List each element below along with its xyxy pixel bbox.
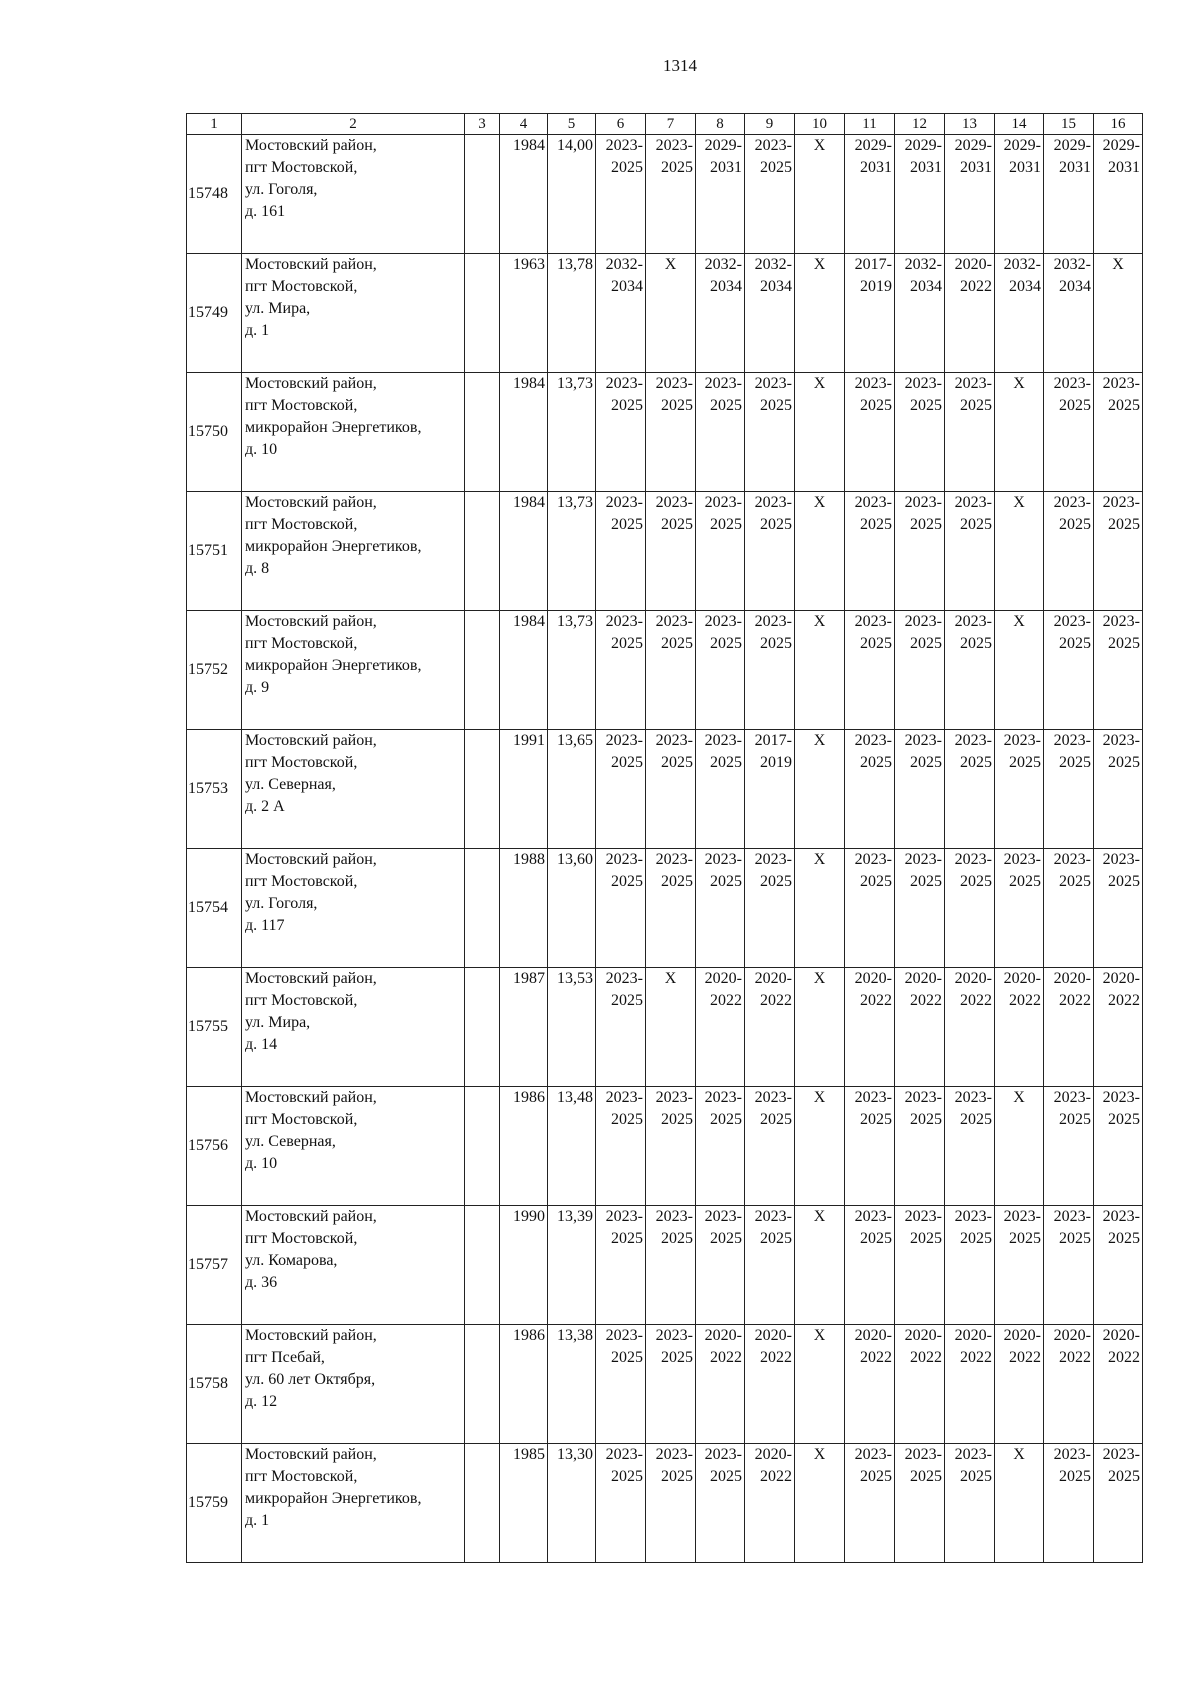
year-cell: 1986 xyxy=(500,1325,548,1444)
period-cell: 2023- 2025 xyxy=(895,1444,945,1563)
empty-cell xyxy=(465,1325,500,1444)
table-row xyxy=(187,1325,1143,1444)
period-cell: 2023- 2025 xyxy=(745,849,795,968)
year-cell: 1984 xyxy=(500,611,548,730)
address-cell: Мостовский район, пгт Мостовской, ул. Северная, д. 2 А xyxy=(242,730,465,849)
column-header-12: 12 xyxy=(895,114,945,135)
period-cell: 2020- 2022 xyxy=(945,968,995,1087)
empty-cell xyxy=(465,373,500,492)
year-cell: 1985 xyxy=(500,1444,548,1563)
period-cell: 2020- 2022 xyxy=(895,1325,945,1444)
value-cell: 14,00 xyxy=(548,135,596,254)
period-cell: 2020- 2022 xyxy=(696,1325,745,1444)
column-header-11: 11 xyxy=(845,114,895,135)
not-applicable-cell: Х xyxy=(795,1444,845,1563)
period-cell: 2023- 2025 xyxy=(845,849,895,968)
period-cell: 2023- 2025 xyxy=(945,611,995,730)
not-applicable-cell: Х xyxy=(795,611,845,730)
period-cell: 2020- 2022 xyxy=(845,1325,895,1444)
period-cell: 2032- 2034 xyxy=(696,254,745,373)
year-cell: 1984 xyxy=(500,373,548,492)
period-cell: 2020- 2022 xyxy=(1094,1325,1143,1444)
period-cell: 2023- 2025 xyxy=(1094,492,1143,611)
period-cell: 2032- 2034 xyxy=(1044,254,1094,373)
period-cell: 2023- 2025 xyxy=(1044,611,1094,730)
not-applicable-cell: Х xyxy=(795,730,845,849)
period-cell: 2029- 2031 xyxy=(1044,135,1094,254)
period-cell: 2023- 2025 xyxy=(945,849,995,968)
period-cell: 2023- 2025 xyxy=(1044,492,1094,611)
period-cell: 2029- 2031 xyxy=(845,135,895,254)
table-row xyxy=(187,492,1143,611)
row-number-cell: 15750 xyxy=(187,373,242,492)
period-cell: 2020- 2022 xyxy=(995,968,1044,1087)
column-header-4: 4 xyxy=(500,114,548,135)
column-header-9: 9 xyxy=(745,114,795,135)
period-cell: 2023- 2025 xyxy=(1044,373,1094,492)
period-cell: 2023- 2025 xyxy=(596,1087,646,1206)
period-cell: 2023- 2025 xyxy=(845,1206,895,1325)
not-applicable-cell: Х xyxy=(995,492,1044,611)
period-cell: 2023- 2025 xyxy=(945,1206,995,1325)
table-row xyxy=(187,611,1143,730)
empty-cell xyxy=(465,492,500,611)
not-applicable-cell: Х xyxy=(795,1087,845,1206)
period-cell: 2023- 2025 xyxy=(596,373,646,492)
period-cell: 2017- 2019 xyxy=(745,730,795,849)
not-applicable-cell: Х xyxy=(795,1325,845,1444)
row-number-cell: 15748 xyxy=(187,135,242,254)
not-applicable-cell: Х xyxy=(795,849,845,968)
period-cell: 2023- 2025 xyxy=(845,730,895,849)
period-cell: 2023- 2025 xyxy=(745,1206,795,1325)
period-cell: 2023- 2025 xyxy=(646,730,696,849)
period-cell: 2023- 2025 xyxy=(596,1206,646,1325)
table-row xyxy=(187,968,1143,1087)
year-cell: 1986 xyxy=(500,1087,548,1206)
column-header-8: 8 xyxy=(696,114,745,135)
period-cell: 2023- 2025 xyxy=(745,492,795,611)
table-row xyxy=(187,1087,1143,1206)
not-applicable-cell: Х xyxy=(995,611,1044,730)
period-cell: 2023- 2025 xyxy=(596,849,646,968)
period-cell: 2023- 2025 xyxy=(895,492,945,611)
table-row xyxy=(187,373,1143,492)
period-cell: 2020- 2022 xyxy=(895,968,945,1087)
address-cell: Мостовский район, пгт Мостовской, ул. Комарова, д. 36 xyxy=(242,1206,465,1325)
not-applicable-cell: Х xyxy=(995,1444,1044,1563)
period-cell: 2023- 2025 xyxy=(945,730,995,849)
not-applicable-cell: Х xyxy=(1094,254,1143,373)
empty-cell xyxy=(465,730,500,849)
column-header-5: 5 xyxy=(548,114,596,135)
column-header-2: 2 xyxy=(242,114,465,135)
address-cell: Мостовский район, пгт Мостовской, ул. Северная, д. 10 xyxy=(242,1087,465,1206)
not-applicable-cell: Х xyxy=(795,968,845,1087)
period-cell: 2023- 2025 xyxy=(895,611,945,730)
period-cell: 2023- 2025 xyxy=(995,849,1044,968)
row-number-cell: 15754 xyxy=(187,849,242,968)
period-cell: 2023- 2025 xyxy=(696,373,745,492)
period-cell: 2023- 2025 xyxy=(945,1087,995,1206)
empty-cell xyxy=(465,611,500,730)
period-cell: 2023- 2025 xyxy=(596,968,646,1087)
period-cell: 2029- 2031 xyxy=(696,135,745,254)
period-cell: 2023- 2025 xyxy=(596,135,646,254)
column-header-10: 10 xyxy=(795,114,845,135)
value-cell: 13,73 xyxy=(548,373,596,492)
period-cell: 2032- 2034 xyxy=(745,254,795,373)
column-header-6: 6 xyxy=(596,114,646,135)
not-applicable-cell: Х xyxy=(795,492,845,611)
header-row xyxy=(187,114,1143,135)
column-header-3: 3 xyxy=(465,114,500,135)
period-cell: 2023- 2025 xyxy=(696,730,745,849)
period-cell: 2023- 2025 xyxy=(945,373,995,492)
period-cell: 2023- 2025 xyxy=(646,373,696,492)
period-cell: 2023- 2025 xyxy=(646,1444,696,1563)
address-cell: Мостовский район, пгт Мостовской, ул. Мира, д. 14 xyxy=(242,968,465,1087)
period-cell: 2020- 2022 xyxy=(745,1325,795,1444)
register-table xyxy=(186,113,1143,1563)
not-applicable-cell: Х xyxy=(646,968,696,1087)
not-applicable-cell: Х xyxy=(795,373,845,492)
period-cell: 2023- 2025 xyxy=(646,611,696,730)
period-cell: 2023- 2025 xyxy=(646,492,696,611)
address-cell: Мостовский район, пгт Мостовской, микрорайон Энергетиков, д. 10 xyxy=(242,373,465,492)
period-cell: 2020- 2022 xyxy=(745,1444,795,1563)
value-cell: 13,30 xyxy=(548,1444,596,1563)
period-cell: 2023- 2025 xyxy=(1094,730,1143,849)
period-cell: 2023- 2025 xyxy=(1044,1206,1094,1325)
period-cell: 2023- 2025 xyxy=(845,611,895,730)
value-cell: 13,53 xyxy=(548,968,596,1087)
period-cell: 2023- 2025 xyxy=(845,1087,895,1206)
period-cell: 2032- 2034 xyxy=(995,254,1044,373)
period-cell: 2032- 2034 xyxy=(895,254,945,373)
period-cell: 2023- 2025 xyxy=(945,492,995,611)
empty-cell xyxy=(465,849,500,968)
period-cell: 2023- 2025 xyxy=(1044,1087,1094,1206)
row-number-cell: 15759 xyxy=(187,1444,242,1563)
value-cell: 13,39 xyxy=(548,1206,596,1325)
address-cell: Мостовский район, пгт Мостовской, ул. Мира, д. 1 xyxy=(242,254,465,373)
year-cell: 1984 xyxy=(500,492,548,611)
table-row xyxy=(187,849,1143,968)
period-cell: 2023- 2025 xyxy=(646,849,696,968)
value-cell: 13,73 xyxy=(548,611,596,730)
not-applicable-cell: Х xyxy=(795,135,845,254)
period-cell: 2023- 2025 xyxy=(1044,730,1094,849)
not-applicable-cell: Х xyxy=(995,1087,1044,1206)
year-cell: 1988 xyxy=(500,849,548,968)
period-cell: 2020- 2022 xyxy=(1094,968,1143,1087)
value-cell: 13,78 xyxy=(548,254,596,373)
row-number-cell: 15749 xyxy=(187,254,242,373)
empty-cell xyxy=(465,1206,500,1325)
column-header-14: 14 xyxy=(995,114,1044,135)
period-cell: 2029- 2031 xyxy=(1094,135,1143,254)
empty-cell xyxy=(465,254,500,373)
page-number: 1314 xyxy=(663,56,697,75)
period-cell: 2020- 2022 xyxy=(945,1325,995,1444)
period-cell: 2017- 2019 xyxy=(845,254,895,373)
year-cell: 1984 xyxy=(500,135,548,254)
period-cell: 2023- 2025 xyxy=(945,1444,995,1563)
period-cell: 2029- 2031 xyxy=(945,135,995,254)
period-cell: 2020- 2022 xyxy=(1044,1325,1094,1444)
year-cell: 1990 xyxy=(500,1206,548,1325)
period-cell: 2029- 2031 xyxy=(895,135,945,254)
period-cell: 2023- 2025 xyxy=(895,1206,945,1325)
period-cell: 2023- 2025 xyxy=(596,492,646,611)
column-header-13: 13 xyxy=(945,114,995,135)
period-cell: 2023- 2025 xyxy=(646,1087,696,1206)
period-cell: 2023- 2025 xyxy=(845,492,895,611)
period-cell: 2020- 2022 xyxy=(1044,968,1094,1087)
period-cell: 2023- 2025 xyxy=(696,1206,745,1325)
value-cell: 13,73 xyxy=(548,492,596,611)
period-cell: 2023- 2025 xyxy=(1094,1206,1143,1325)
row-number-cell: 15752 xyxy=(187,611,242,730)
period-cell: 2023- 2025 xyxy=(1044,849,1094,968)
table-body xyxy=(187,135,1143,1563)
row-number-cell: 15758 xyxy=(187,1325,242,1444)
period-cell: 2020- 2022 xyxy=(995,1325,1044,1444)
period-cell: 2029- 2031 xyxy=(995,135,1044,254)
period-cell: 2023- 2025 xyxy=(696,492,745,611)
period-cell: 2023- 2025 xyxy=(646,1325,696,1444)
table-row xyxy=(187,1444,1143,1563)
not-applicable-cell: Х xyxy=(995,373,1044,492)
period-cell: 2023- 2025 xyxy=(1094,1444,1143,1563)
address-cell: Мостовский район, пгт Мостовской, микрорайон Энергетиков, д. 8 xyxy=(242,492,465,611)
table-row xyxy=(187,730,1143,849)
period-cell: 2023- 2025 xyxy=(696,849,745,968)
period-cell: 2023- 2025 xyxy=(995,730,1044,849)
period-cell: 2020- 2022 xyxy=(696,968,745,1087)
period-cell: 2023- 2025 xyxy=(646,135,696,254)
period-cell: 2023- 2025 xyxy=(646,1206,696,1325)
period-cell: 2023- 2025 xyxy=(895,373,945,492)
row-number-cell: 15757 xyxy=(187,1206,242,1325)
period-cell: 2023- 2025 xyxy=(745,1087,795,1206)
period-cell: 2023- 2025 xyxy=(895,730,945,849)
address-cell: Мостовский район, пгт Мостовской, ул. Гоголя, д. 117 xyxy=(242,849,465,968)
period-cell: 2032- 2034 xyxy=(596,254,646,373)
period-cell: 2023- 2025 xyxy=(1094,1087,1143,1206)
row-number-cell: 15755 xyxy=(187,968,242,1087)
not-applicable-cell: Х xyxy=(795,1206,845,1325)
value-cell: 13,60 xyxy=(548,849,596,968)
row-number-cell: 15753 xyxy=(187,730,242,849)
year-cell: 1987 xyxy=(500,968,548,1087)
table-row xyxy=(187,254,1143,373)
column-header-16: 16 xyxy=(1094,114,1143,135)
period-cell: 2023- 2025 xyxy=(895,1087,945,1206)
year-cell: 1963 xyxy=(500,254,548,373)
period-cell: 2020- 2022 xyxy=(845,968,895,1087)
period-cell: 2020- 2022 xyxy=(945,254,995,373)
column-header-7: 7 xyxy=(646,114,696,135)
value-cell: 13,48 xyxy=(548,1087,596,1206)
period-cell: 2023- 2025 xyxy=(696,611,745,730)
period-cell: 2023- 2025 xyxy=(596,1325,646,1444)
period-cell: 2023- 2025 xyxy=(1094,373,1143,492)
period-cell: 2023- 2025 xyxy=(895,849,945,968)
period-cell: 2023- 2025 xyxy=(1094,611,1143,730)
table-row xyxy=(187,1206,1143,1325)
period-cell: 2023- 2025 xyxy=(995,1206,1044,1325)
not-applicable-cell: Х xyxy=(795,254,845,373)
period-cell: 2023- 2025 xyxy=(1044,1444,1094,1563)
period-cell: 2023- 2025 xyxy=(745,135,795,254)
empty-cell xyxy=(465,1444,500,1563)
row-number-cell: 15756 xyxy=(187,1087,242,1206)
period-cell: 2023- 2025 xyxy=(696,1087,745,1206)
empty-cell xyxy=(465,968,500,1087)
year-cell: 1991 xyxy=(500,730,548,849)
period-cell: 2023- 2025 xyxy=(1094,849,1143,968)
period-cell: 2023- 2025 xyxy=(596,1444,646,1563)
period-cell: 2023- 2025 xyxy=(696,1444,745,1563)
period-cell: 2023- 2025 xyxy=(845,1444,895,1563)
empty-cell xyxy=(465,1087,500,1206)
period-cell: 2023- 2025 xyxy=(845,373,895,492)
address-cell: Мостовский район, пгт Мостовской, ул. Гоголя, д. 161 xyxy=(242,135,465,254)
column-header-15: 15 xyxy=(1044,114,1094,135)
table-header xyxy=(187,114,1143,135)
period-cell: 2020- 2022 xyxy=(745,968,795,1087)
not-applicable-cell: Х xyxy=(646,254,696,373)
period-cell: 2023- 2025 xyxy=(745,373,795,492)
period-cell: 2023- 2025 xyxy=(596,611,646,730)
value-cell: 13,38 xyxy=(548,1325,596,1444)
address-cell: Мостовский район, пгт Мостовской, микрорайон Энергетиков, д. 9 xyxy=(242,611,465,730)
period-cell: 2023- 2025 xyxy=(745,611,795,730)
value-cell: 13,65 xyxy=(548,730,596,849)
table-row xyxy=(187,135,1143,254)
column-header-1: 1 xyxy=(187,114,242,135)
empty-cell xyxy=(465,135,500,254)
address-cell: Мостовский район, пгт Псебай, ул. 60 лет Октября, д. 12 xyxy=(242,1325,465,1444)
address-cell: Мостовский район, пгт Мостовской, микрорайон Энергетиков, д. 1 xyxy=(242,1444,465,1563)
row-number-cell: 15751 xyxy=(187,492,242,611)
period-cell: 2023- 2025 xyxy=(596,730,646,849)
